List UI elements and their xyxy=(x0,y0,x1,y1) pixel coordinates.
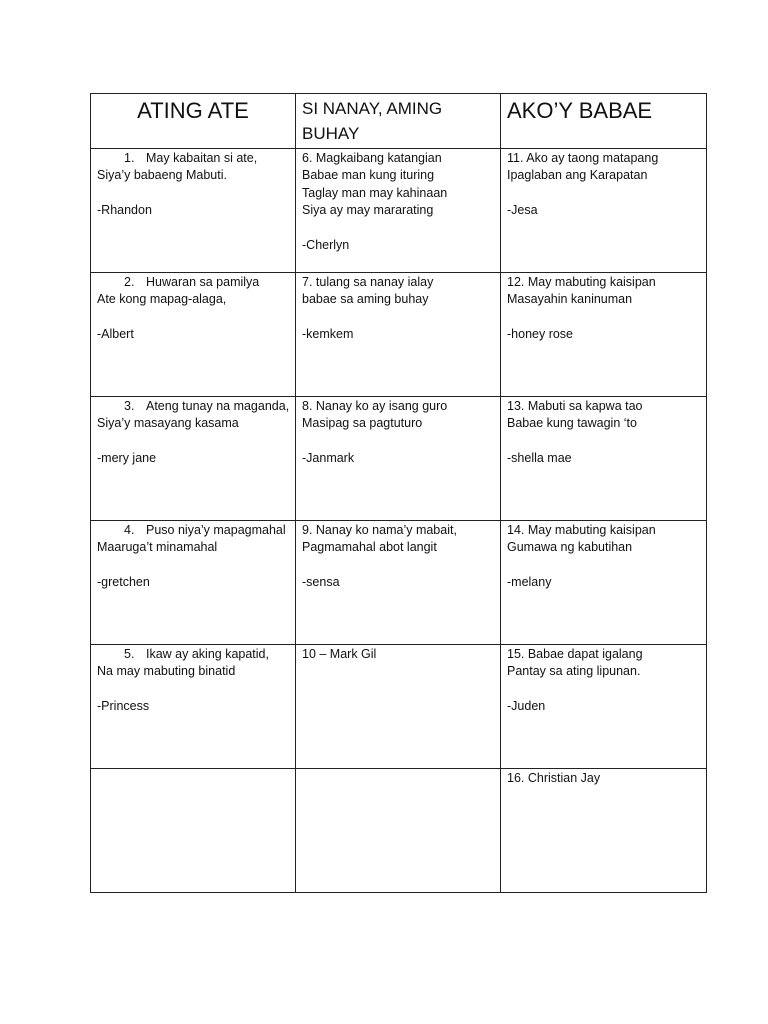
table-cell xyxy=(91,273,296,397)
verse-text: Ikaw ay aking kapatid, xyxy=(146,647,269,661)
author-name: -Cherlyn xyxy=(302,238,350,253)
table-cell-empty xyxy=(296,769,501,893)
table-cell-empty xyxy=(91,769,296,893)
header-row xyxy=(91,94,707,149)
table-cell xyxy=(501,521,707,645)
verse-line: Ate kong mapag-alaga, xyxy=(97,292,227,307)
header-label: AKO’Y BABAE xyxy=(507,98,653,123)
author-name: -shella mae xyxy=(507,451,572,466)
verse-line: 9. Nanay ko nama’y mabait, xyxy=(302,523,457,537)
verse-line: 8. Nanay ko ay isang guro xyxy=(302,399,448,413)
table-cell xyxy=(501,769,707,893)
verse-line: Pantay sa ating lipunan. xyxy=(507,664,641,679)
verse-line: 14. May mabuting kaisipan xyxy=(507,523,656,537)
table-cell xyxy=(296,273,501,397)
verse-line: Ipaglaban ang Karapatan xyxy=(507,168,648,183)
table-cell xyxy=(91,397,296,521)
table-row xyxy=(91,149,707,273)
column-header-akoy-babae xyxy=(501,94,707,149)
author-name: -Rhandon xyxy=(97,203,152,218)
table-cell xyxy=(296,149,501,273)
table-cell xyxy=(501,645,707,769)
verse-line: 11. Ako ay taong matapang xyxy=(507,151,659,165)
table-row xyxy=(91,769,707,893)
verse-line: 15. Babae dapat igalang xyxy=(507,647,643,661)
verse-line: Babae kung tawagin ‘to xyxy=(507,416,637,431)
verse-text: Puso niya’y mapagmahal xyxy=(146,523,286,537)
column-header-si-nanay xyxy=(296,94,501,149)
author-name: -honey rose xyxy=(507,327,574,342)
table-cell xyxy=(501,273,707,397)
author-name: -melany xyxy=(507,575,552,590)
verse-line: Pagmamahal abot langit xyxy=(302,540,437,555)
header-label: SI NANAY, AMING BUHAY xyxy=(302,99,443,143)
table-row xyxy=(91,521,707,645)
author-name: -Princess xyxy=(97,699,150,714)
header-label: ATING ATE xyxy=(137,98,249,123)
table-row xyxy=(91,645,707,769)
verse-line: Siya ay may mararating xyxy=(302,203,434,218)
verse-number: 4. xyxy=(124,523,135,537)
verse-text: Ateng tunay na maganda, xyxy=(146,399,290,413)
author-name: -Jesa xyxy=(507,203,538,218)
verse-line: Taglay man may kahinaan xyxy=(302,185,448,200)
author-name: -Juden xyxy=(507,699,546,714)
verse-number: 3. xyxy=(124,399,135,413)
verse-line: Babae man kung ituring xyxy=(302,168,435,183)
verse-line xyxy=(97,150,291,167)
table-cell xyxy=(296,521,501,645)
verse-line xyxy=(97,274,291,291)
table-cell xyxy=(501,149,707,273)
table-cell xyxy=(91,149,296,273)
author-name: -kemkem xyxy=(302,327,354,342)
verse-line: babae sa aming buhay xyxy=(302,292,429,307)
poem-table xyxy=(90,93,707,893)
table-row xyxy=(91,273,707,397)
author-name: -Janmark xyxy=(302,451,355,466)
column-header-ating-ate xyxy=(91,94,296,149)
verse-line: 13. Mabuti sa kapwa tao xyxy=(507,399,643,413)
verse-line xyxy=(97,398,291,415)
verse-line: 12. May mabuting kaisipan xyxy=(507,275,656,289)
verse-text: May kabaitan si ate, xyxy=(146,151,258,165)
table-row xyxy=(91,397,707,521)
table-cell xyxy=(501,397,707,521)
verse-line: Maaruga’t minamahal xyxy=(97,540,218,555)
verse-line: Siya’y babaeng Mabuti. xyxy=(97,168,227,183)
author-name: -sensa xyxy=(302,575,340,590)
verse-line: Masipag sa pagtuturo xyxy=(302,416,423,431)
verse-number: 2. xyxy=(124,275,135,289)
verse-line xyxy=(97,646,291,663)
verse-line: 6. Magkaibang katangian xyxy=(302,151,442,165)
verse-line: 16. Christian Jay xyxy=(507,771,601,785)
verse-line: 10 – Mark Gil xyxy=(302,647,377,661)
verse-text: Huwaran sa pamilya xyxy=(146,275,260,289)
verse-number: 1. xyxy=(124,151,135,165)
table-cell xyxy=(91,645,296,769)
verse-line: Masayahin kaninuman xyxy=(507,292,633,307)
table-cell xyxy=(296,645,501,769)
verse-line: Na may mabuting binatid xyxy=(97,664,236,679)
table-cell xyxy=(91,521,296,645)
table-cell xyxy=(296,397,501,521)
author-name: -mery jane xyxy=(97,451,157,466)
author-name: -gretchen xyxy=(97,575,150,590)
verse-number: 5. xyxy=(124,647,135,661)
verse-line: 7. tulang sa nanay ialay xyxy=(302,275,434,289)
verse-line: Siya’y masayang kasama xyxy=(97,416,239,431)
author-name: -Albert xyxy=(97,327,134,342)
verse-line: Gumawa ng kabutihan xyxy=(507,540,633,555)
verse-line xyxy=(97,522,291,539)
